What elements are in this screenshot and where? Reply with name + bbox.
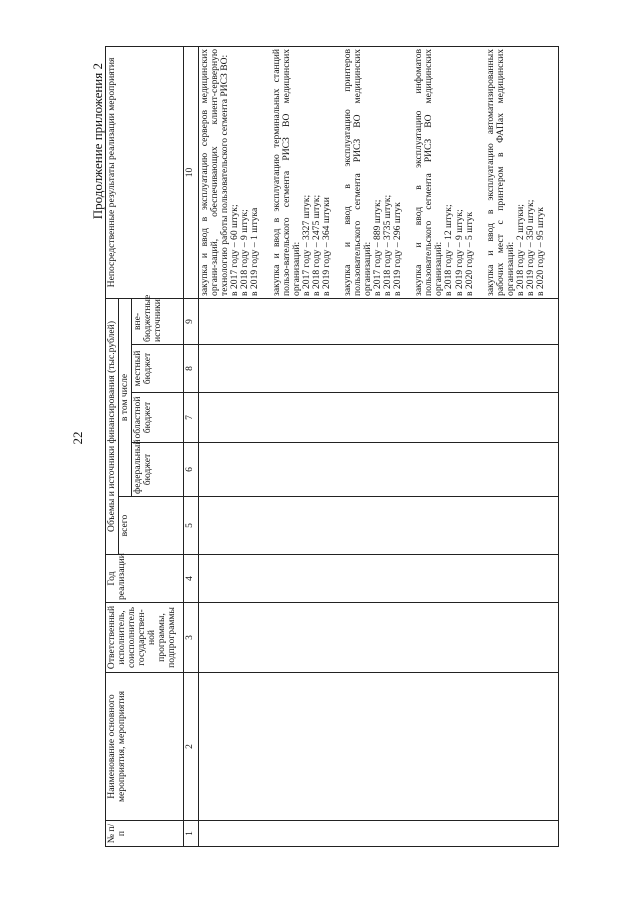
result-line: в 2019 году – 9 штук; <box>453 209 465 296</box>
header-results: Непосредственные результаты реализации мероприятия <box>106 46 184 298</box>
result-line: в 2020 году – 5 штук <box>463 211 475 296</box>
appendix-title: Продолжение приложения 2 <box>90 63 105 220</box>
result-description: закупка и ввод в эксплуатацию терминальных станций пользо-вательского сегмента РИСЗ ВО медицинских организаций: <box>270 48 302 296</box>
page-number: 22 <box>70 431 85 445</box>
result-line: в 2019 году – 1 штука <box>249 207 261 296</box>
empty-cell <box>199 821 559 847</box>
result-description: закупка и ввод в эксплуатацию автоматизированных рабочих мест с принтером в ФАПах медицинских организаций: <box>484 48 516 296</box>
result-description: закупка и ввод в эксплуатацию принтеров пользовательского сегмента РИСЗ ВО медицинских организаций: <box>341 48 373 296</box>
results-cell <box>199 46 559 298</box>
header-funding: Объемы и источники финансирования (тыс.рублей) <box>106 298 119 554</box>
result-block <box>272 49 332 296</box>
header-extra: вне-бюджетные источники <box>132 298 184 344</box>
column-number: 9 <box>184 298 199 344</box>
empty-cell <box>199 393 559 443</box>
result-block <box>200 49 260 296</box>
header-local: местный бюджет <box>132 345 184 393</box>
result-description: закупка и ввод в эксплуатацию инфоматов пользовательского сегмента РИСЗ ВО медицинских организаций: <box>413 48 445 296</box>
header-incl: в том числе <box>119 298 132 496</box>
rotated-page <box>60 45 600 865</box>
result-line: в 2017 году – 889 штук; <box>372 199 384 296</box>
result-line: в 2018 году – 2 штуки; <box>514 204 526 296</box>
program-table <box>105 46 559 847</box>
column-number: 5 <box>184 497 199 555</box>
result-line: в 2020 году – 95 штук <box>534 207 546 296</box>
column-number: 7 <box>184 393 199 443</box>
column-number: 4 <box>184 555 199 603</box>
empty-cell <box>199 497 559 555</box>
header-year: Год реализации <box>106 555 184 603</box>
header-regional: областной бюджет <box>132 393 184 443</box>
result-description: закупка и ввод в эксплуатацию серверов медицинских органи-заций, обеспечивающих клиент-серверную технологию работы пользовательского сегмента РИСЗ ВО: <box>199 48 231 296</box>
empty-cell <box>199 298 559 344</box>
empty-cell <box>199 555 559 603</box>
result-line: в 2018 году – 3735 штук; <box>382 194 394 296</box>
column-number: 8 <box>184 345 199 393</box>
column-number: 2 <box>184 673 199 821</box>
result-line: в 2019 году – 364 штуки <box>320 197 332 296</box>
column-number: 6 <box>184 443 199 497</box>
header-num: № п/п <box>106 821 184 847</box>
result-line: в 2018 году – 9 штук; <box>239 209 251 296</box>
result-line: в 2017 году – 3327 штук; <box>300 194 312 296</box>
column-number: 10 <box>184 46 199 298</box>
result-line: в 2019 году – 350 штук; <box>524 199 536 296</box>
result-block <box>343 49 403 296</box>
header-federal: федеральный бюджет <box>132 443 184 497</box>
header-name: Наименование основного мероприятия, мероприятия <box>106 673 184 821</box>
result-line: в 2018 году – 12 штук; <box>443 204 455 296</box>
empty-cell <box>199 345 559 393</box>
result-block <box>414 49 474 296</box>
empty-cell <box>199 673 559 821</box>
result-line: в 2018 году – 2475 штук; <box>310 194 322 296</box>
header-total: всего <box>119 497 184 555</box>
result-line: в 2017 году – 60 штук; <box>229 204 241 296</box>
empty-cell <box>199 603 559 673</box>
header-responsible: Ответственный исполнитель, соисполнитель государствен-ной программы, подпрограммы <box>106 603 184 673</box>
column-number: 3 <box>184 603 199 673</box>
result-line: в 2019 году – 296 штук <box>392 202 404 296</box>
result-block <box>486 49 546 296</box>
column-number: 1 <box>184 821 199 847</box>
empty-cell <box>199 443 559 497</box>
